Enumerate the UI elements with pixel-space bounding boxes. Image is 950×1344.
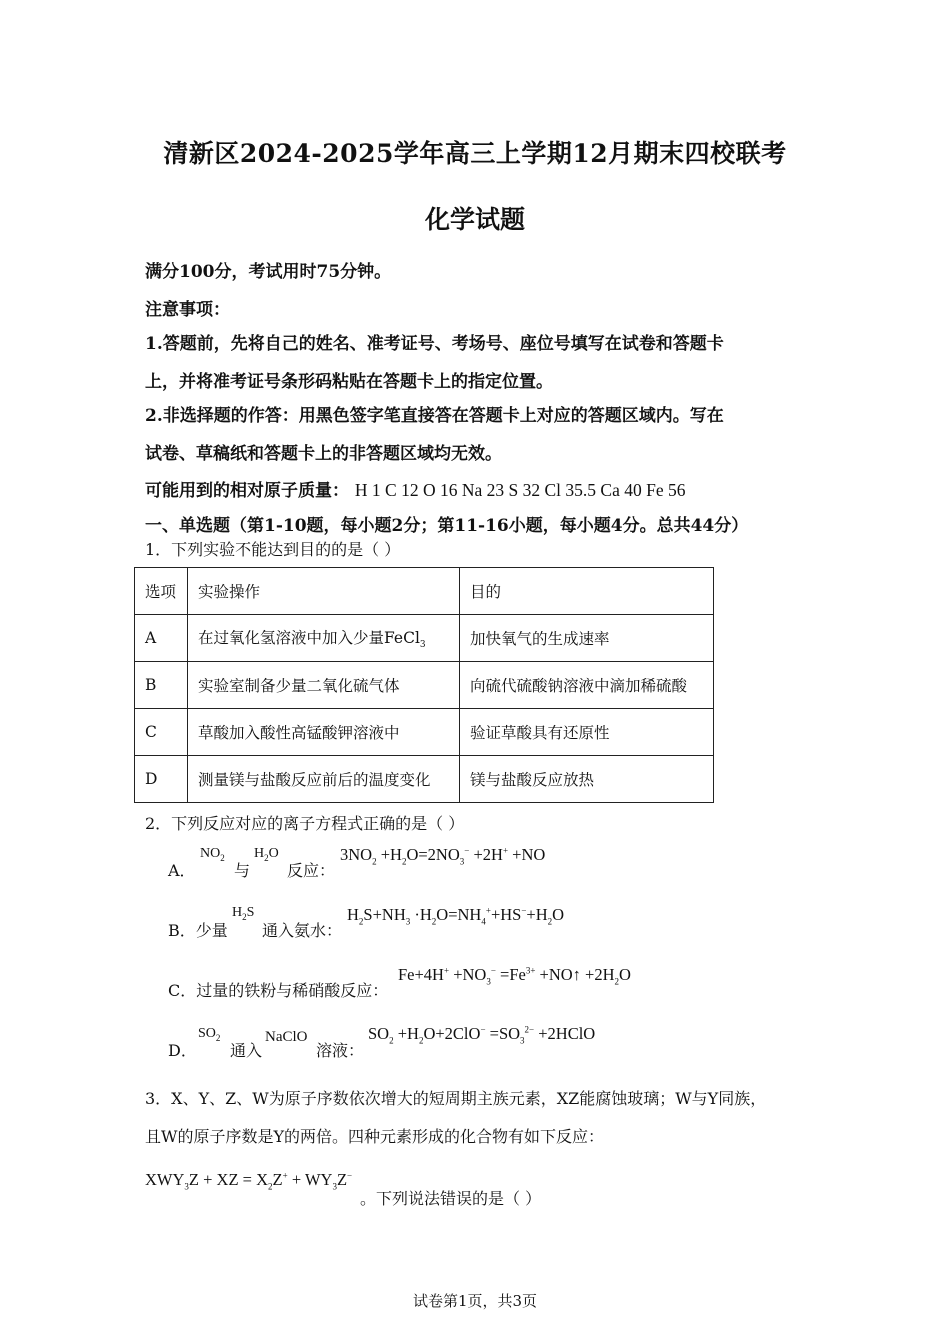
option-cell: A xyxy=(135,615,188,662)
question-1-stem: 1．下列实验不能达到目的的是（ ） xyxy=(145,540,401,559)
purpose-cell: 镁与盐酸反应放热 xyxy=(460,756,714,803)
option-cell: C xyxy=(135,709,188,756)
question-1-table xyxy=(134,567,714,803)
notice-1-line-2: 上，并将准考证号条形码粘贴在答题卡上的指定位置。 xyxy=(145,372,553,392)
q2-c-equation: $Fe+4H^+ +NO_3^- =Fe^{3+}$ +NO↑ $+2H_2O$ xyxy=(398,965,631,987)
q2-d-connector: 通入 xyxy=(230,1041,263,1060)
notice-title: 注意事项： xyxy=(145,300,230,320)
q2-b-tail: 通入氨水： xyxy=(262,921,343,940)
q2-option-c-label: C．过量的铁粉与稀硝酸反应： xyxy=(168,981,389,1000)
question-3-line-1: 3．X、Y、Z、W为原子序数依次增大的短周期主族元素，XZ能腐蚀玻璃；W与Y同族， xyxy=(145,1089,767,1108)
q2-a-connector: 与 xyxy=(234,861,251,880)
table-row xyxy=(135,709,714,756)
operation-cell: 草酸加入酸性高锰酸钾溶液中 xyxy=(188,709,460,756)
operation-text: 在过氧化氢溶液中加入少量FeCl xyxy=(198,628,420,647)
notice-1-line-1: 1.答题前，先将自己的姓名、准考证号、考场号、座位号填写在试卷和答题卡 xyxy=(145,334,724,354)
table-header-row xyxy=(135,568,714,615)
purpose-cell: 验证草酸具有还原性 xyxy=(460,709,714,756)
exam-title: 清新区2024-2025学年高三上学期12月期末四校联考 xyxy=(163,139,787,168)
q2-a-tail: 反应： xyxy=(287,861,336,880)
notice-2-line-1: 2.非选择题的作答：用黑色签字笔直接答在答题卡上对应的答题区域内。写在 xyxy=(145,406,724,426)
q2-a-equation: $3NO_2 +H_2O=2NO_3^- +2H^+ +NO$ xyxy=(340,845,546,867)
question-3-equation: $XWY_3Z$ + XZ = $X_2Z^+ + WY_3Z^-$ xyxy=(145,1170,353,1192)
question-3-line-2: 且W的原子序数是Y的两倍。四种元素形成的化合物有如下反应： xyxy=(145,1127,605,1146)
q2-d-formula-so2: $SO_2$ xyxy=(198,1026,221,1043)
exam-subject-title: 化学试题 xyxy=(424,205,525,234)
purpose-cell: 加快氧气的生成速率 xyxy=(460,615,714,662)
page-footer: 试卷第1页，共3页 xyxy=(412,1292,538,1310)
option-cell: B xyxy=(135,662,188,709)
notice-2-line-2: 试卷、草稿纸和答题卡上的非答题区域均无效。 xyxy=(145,444,502,464)
table-header-cell: 选项 xyxy=(135,568,188,615)
option-cell: D xyxy=(135,756,188,803)
section-heading: 一、单选题（第1-10题，每小题2分；第11-16小题，每小题4分。总共44分） xyxy=(145,516,749,536)
q2-b-equation: $H_2S+NH_3 \cdot H_2O=NH_4^++HS^-+H_2O$ xyxy=(347,905,565,927)
operation-cell: 实验室制备少量二氧化硫气体 xyxy=(188,662,460,709)
atomic-mass-line xyxy=(145,476,685,501)
q2-d-equation: $SO_2 +H_2O+2ClO^- =SO_3^{2-}$ +2HClO xyxy=(368,1024,596,1046)
q2-a-formula-no2: $NO_2$ xyxy=(200,846,225,863)
table-row xyxy=(135,662,714,709)
q2-d-tail: 溶液： xyxy=(316,1041,365,1060)
question-3-tail: 。下列说法错误的是（ ） xyxy=(360,1189,542,1208)
atomic-mass-values: H 1 C 12 O 16 Na 23 S 32 Cl 35.5 Ca 40 Fe 56 xyxy=(354,480,686,500)
q2-option-d-label: D． xyxy=(168,1041,197,1060)
table-row xyxy=(135,615,714,662)
q2-option-a-label: A． xyxy=(168,861,196,880)
table-header-cell: 目的 xyxy=(460,568,714,615)
table-row xyxy=(135,756,714,803)
operation-cell xyxy=(188,615,460,662)
operation-cell: 测量镁与盐酸反应前后的温度变化 xyxy=(188,756,460,803)
subscript: 3 xyxy=(419,640,426,651)
q2-d-reagent: NaClO xyxy=(265,1029,308,1045)
q2-option-b-label: B．少量 xyxy=(168,921,228,940)
purpose-cell: 向硫代硫酸钠溶液中滴加稀硫酸 xyxy=(460,662,714,709)
table-header-cell: 实验操作 xyxy=(188,568,460,615)
q2-b-formula-h2s: $H_2S$ xyxy=(232,905,255,922)
atomic-mass-label: 可能用到的相对原子质量： xyxy=(145,481,349,501)
score-time-info: 满分100分，考试用时75分钟。 xyxy=(145,262,392,282)
q2-a-formula-h2o: $H_2O$ xyxy=(254,846,279,863)
question-2-stem: 2．下列反应对应的离子方程式正确的是（ ） xyxy=(145,814,465,833)
